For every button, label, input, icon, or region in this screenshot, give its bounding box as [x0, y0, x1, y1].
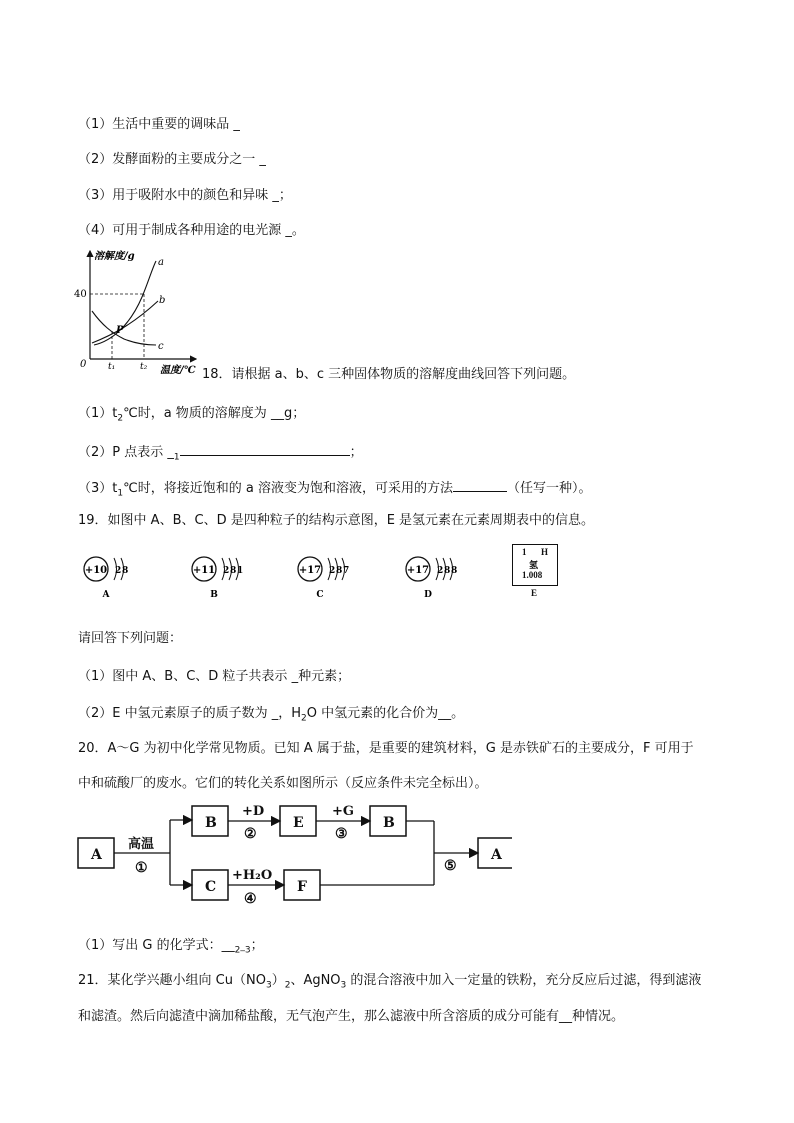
element-number: 1 [522, 547, 527, 557]
element-label: E [531, 588, 538, 598]
x-axis-label: 温度/℃ [160, 365, 196, 375]
q18-part3: $(3)t_1℃$时，将接近饱和的 a 溶液变为饱和溶液，可采用的方法 （任写一种）。 [78, 477, 591, 503]
atom-label: C [316, 590, 324, 600]
point-p-label: P [116, 325, 124, 336]
q20-line2: 中和硫酸厂的废水。它们的转化关系如图所示（反应条件未完全标出）。 [78, 776, 488, 791]
atom-B [192, 557, 243, 600]
curve-c [92, 311, 156, 345]
atom-D [406, 557, 457, 600]
question-1-4: （4）可用于制成各种用途的电光源 _。 [78, 223, 305, 238]
y-axis-label: 溶解度/g [94, 251, 135, 262]
plus-g: +G [332, 804, 354, 819]
curve-c-label: c [158, 341, 164, 352]
box-c-label: C [205, 879, 217, 895]
step-4: ④ [244, 891, 257, 907]
element-card [512, 544, 558, 586]
q21-line2: 和滤渣。然后向滤渣中滴加稀盐酸，无气泡产生，那么滤液中所含溶质的成分可能有__种情况。 [78, 1009, 625, 1024]
nucleus-charge: +17 [298, 565, 322, 576]
atom-label: A [102, 590, 110, 600]
electron-count: 8 [122, 566, 129, 576]
electron-count: 2 [115, 566, 122, 576]
nucleus-charge: +17 [406, 565, 430, 576]
question-1-1: （1）生活中重要的调味品 _ [78, 117, 240, 132]
electron-count: 8 [451, 566, 458, 576]
question-1-3: （3）用于吸附水中的颜色和异味 _； [78, 188, 292, 203]
plus-h2o: +H₂O [232, 868, 273, 883]
origin-label: 0 [80, 359, 87, 370]
q18-intro: 18．请根据 a、b、c 三种固体物质的溶解度曲线回答下列问题。 [202, 367, 576, 382]
flow-diagram [72, 800, 512, 910]
atom-A [84, 557, 128, 600]
atom-label: D [424, 590, 432, 600]
question-1-2: （2）发酵面粉的主要成分之一 _ [78, 152, 266, 167]
box-e-label: E [293, 815, 304, 831]
nucleus-charge: +11 [192, 565, 216, 576]
y-tick-40: 40 [74, 289, 87, 300]
box-b2-label: B [383, 815, 395, 831]
element-mass: 1.008 [522, 570, 543, 580]
q19-ask: 请回答下列问题： [78, 631, 183, 646]
curve-b [92, 301, 158, 343]
step-3: ③ [335, 826, 348, 842]
q20-part1: （1）写出 G 的化学式：$\_\__2\__3$； [78, 938, 264, 956]
curve-b-label: b [159, 295, 166, 306]
element-symbol: H [541, 547, 549, 557]
box-b1-label: B [205, 815, 217, 831]
electron-count: 7 [343, 566, 350, 576]
electron-count: 8 [444, 566, 451, 576]
electron-count: 2 [437, 566, 444, 576]
q21-line1: 21．某化学兴趣小组向 $Cu(NO_3)_2$、AgNO$_3$ 的混合溶液中加入一定量的铁粉，充分反应后过滤，得到滤液 [78, 973, 702, 991]
electron-count: 2 [223, 566, 230, 576]
electron-count: 8 [336, 566, 343, 576]
cond-high-temp: 高温 [128, 837, 155, 852]
q18-part2: （2）P 点表示 $\__1$ ； [78, 441, 363, 467]
q19-part2: （2）E 中氢元素原子的质子数为 _，$H_2O$ 中氢元素的化合价为__。 [78, 706, 465, 724]
step-5: ⑤ [444, 858, 457, 874]
electron-count: 1 [237, 566, 244, 576]
step-2: ② [244, 826, 257, 842]
nucleus-charge: +10 [84, 565, 108, 576]
t2-label: t₂ [140, 362, 148, 372]
box-a-end-label: A [491, 847, 502, 863]
q19-part1: （1）图中 A、B、C、D 粒子共表示 _种元素； [78, 669, 351, 684]
atom-diagrams [78, 545, 558, 607]
t1-label: t₁ [108, 362, 116, 372]
electron-count: 8 [230, 566, 237, 576]
plus-d: +D [242, 804, 265, 819]
step-1: ① [135, 860, 148, 876]
q20-line1: 20．A～G 为初中化学常见物质。已知 A 属于盐，是重要的建筑材料，G 是赤铁矿石的主要成分，F 可用于 [78, 741, 694, 756]
curve-a-label: a [158, 257, 164, 268]
box-f-label: F [297, 879, 307, 895]
q18-part1: $(1)t_2℃$时，a 物质的溶解度为 __g； [78, 406, 306, 424]
element-name: 氢 [529, 560, 539, 570]
atom-label: B [210, 590, 218, 600]
solubility-graph [72, 245, 202, 375]
box-a-start-label: A [91, 847, 102, 863]
curve-a [94, 261, 156, 345]
electron-count: 2 [329, 566, 336, 576]
atom-C [298, 557, 349, 600]
q19-intro: 19．如图中 A、B、C、D 是四种粒子的结构示意图，E 是氢元素在元素周期表中的信息。 [78, 513, 595, 528]
